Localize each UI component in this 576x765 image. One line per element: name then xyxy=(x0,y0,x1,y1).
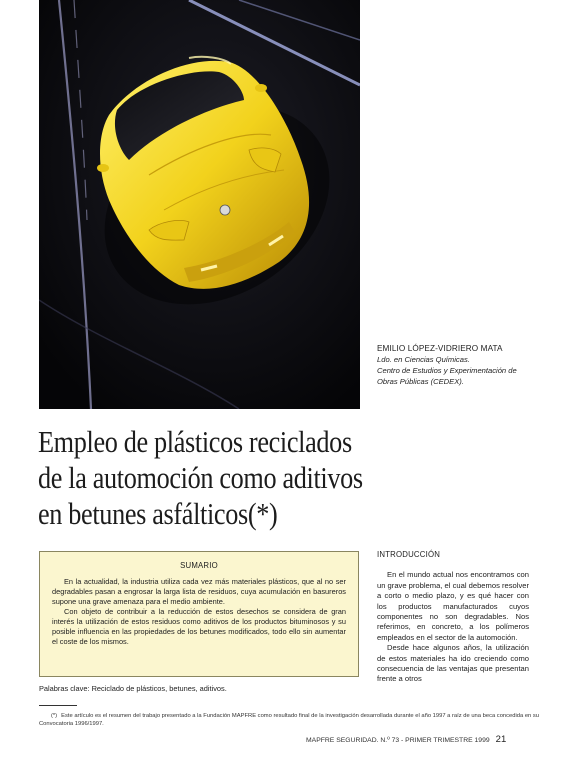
author-center-line1: Centro de Estudios y Experimentación de xyxy=(377,366,517,375)
title-line3: en betunes asfálticos(*) xyxy=(38,497,278,531)
footnote-divider xyxy=(39,705,77,706)
author-degree: Ldo. en Ciencias Químicas. xyxy=(377,355,470,364)
author-name: EMILIO LÓPEZ-VIDRIERO MATA xyxy=(377,344,503,353)
keywords: Palabras clave: Reciclado de plásticos, betunes, aditivos. xyxy=(39,684,227,693)
yellow-sports-car-image xyxy=(39,0,360,409)
introduction-paragraph1: En el mundo actual nos encontramos con un grave problema, el cual debemos resolver a corto o medio plazo, y es qué hacer con los productos manufacturados cuyos componentes no son degradables. Nos referimos, en concreto, a los polímeros empleados en el sector de la automoción. xyxy=(377,570,529,642)
footnote-text: Este artículo es el resumen del trabajo presentado a la Fundación MAPFRE como resultado final de la investigación desarrollada durante el año 1997 a raíz de una beca concedida en su Convocatoria 1996/1997. xyxy=(39,713,540,727)
page-number: 21 xyxy=(495,734,507,745)
summary-paragraph1: En la actualidad, la industria utiliza cada vez más materiales plásticos, que al no ser degradables pasan a engrosar la larga lista de residuos, cuya acumulación en basureros supone una grave amenaza para el medio ambiente. xyxy=(52,577,346,606)
page-footer xyxy=(306,734,532,745)
author-center-line2: Obras Públicas (CEDEX). xyxy=(377,377,464,386)
summary-paragraph2: Con objeto de contribuir a la reducción de estos desechos se considera de gran interés la utilización de estos residuos como aditivos de los productos bituminosos y su posible influencia en las propiedades de los betunes modificados, todo ello sin aumentar el coste de los mismos. xyxy=(52,607,346,646)
author-block xyxy=(377,343,567,387)
footnote xyxy=(39,712,544,728)
summary-box xyxy=(39,551,359,677)
introduction-column xyxy=(377,550,529,685)
car-photo xyxy=(39,0,360,409)
introduction-heading: INTRODUCCIÓN xyxy=(377,550,441,559)
article-title xyxy=(38,424,468,532)
title-line2: de la automoción como aditivos xyxy=(38,461,363,495)
introduction-paragraph2: Desde hace algunos años, la utilización de estos materiales ha ido creciendo como consecuencia de las ventajas que presentan frente a otros xyxy=(377,643,529,684)
journal-reference: MAPFRE SEGURIDAD. N.º 73 - PRIMER TRIMESTRE 1999 xyxy=(306,737,490,744)
car-emblem-icon xyxy=(220,205,230,215)
title-line1: Empleo de plásticos reciclados xyxy=(38,425,352,459)
summary-heading: SUMARIO xyxy=(180,561,218,570)
footnote-mark: (*) xyxy=(51,713,58,719)
